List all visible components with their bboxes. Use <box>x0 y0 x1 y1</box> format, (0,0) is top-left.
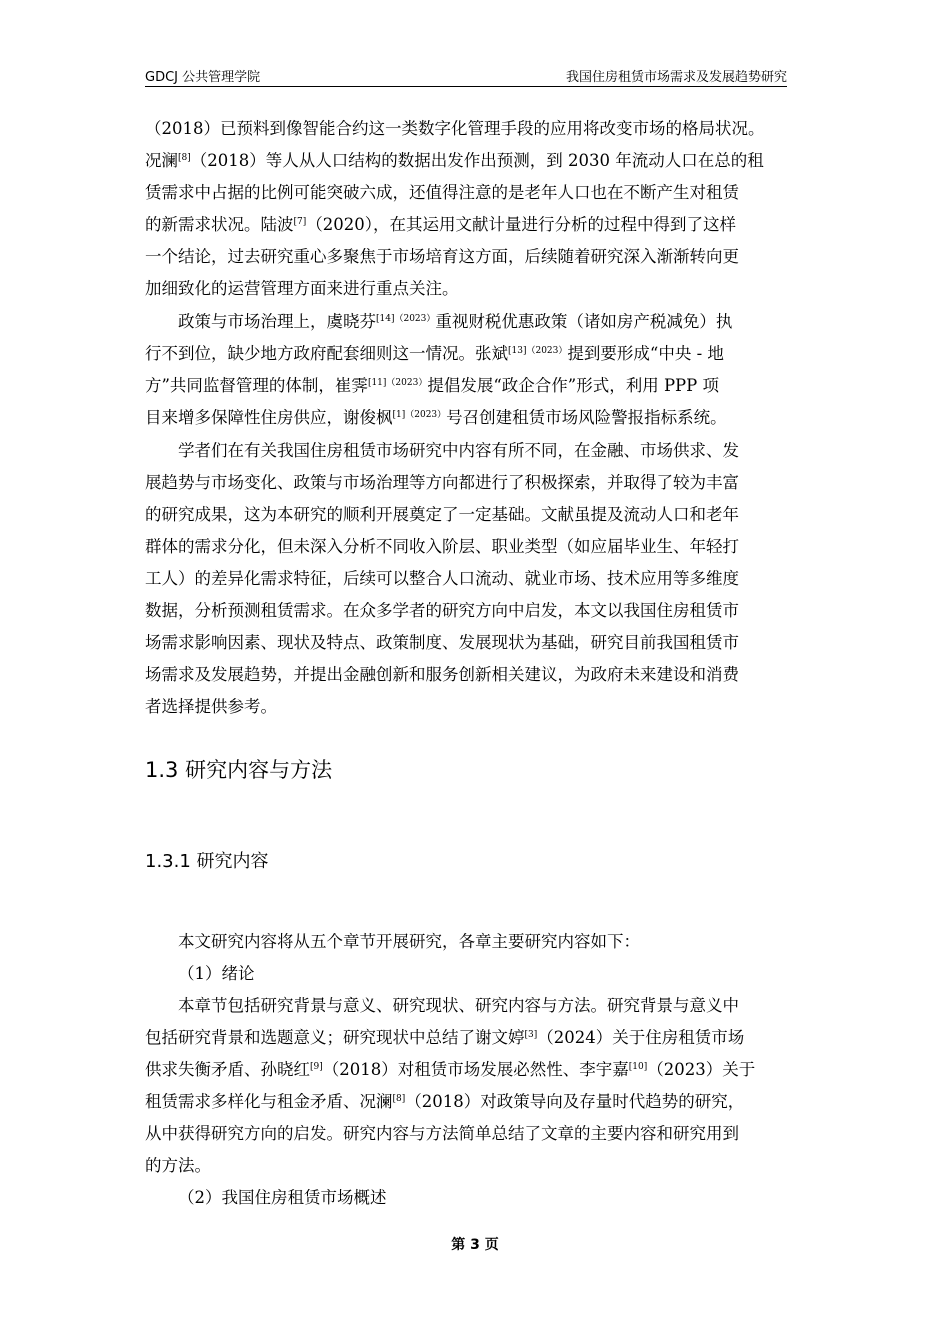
text-line: 的研究成果，这为本研究的顺利开展奠定了一定基础。文献虽提及流动人口和老年 <box>145 505 739 524</box>
text-line: 目来增多保障性住房供应，谢俊枫$^{[1](2023)}$号召创建租赁市场风险警报指标系统。 <box>145 408 727 427</box>
text-line: 本章节包括研究背景与意义、研究现状、研究内容与方法。研究背景与意义中 <box>178 996 739 1015</box>
text-line: 赁需求中占据的比例可能突破六成，还值得注意的是老年人口也在不断产生对租赁 <box>145 183 739 202</box>
page-header <box>145 66 787 86</box>
header-divider <box>145 86 787 87</box>
text-line: 者选择提供参考。 <box>145 697 277 716</box>
text-line: 包括研究背景和选题意义；研究现状中总结了谢文婷[3]（2024）关于住房租赁市场 <box>145 1028 745 1047</box>
list-item: （2）我国住房租赁市场概述 <box>178 1188 387 1207</box>
text-line: 数据，分析预测租赁需求。在众多学者的研究方向中启发，本文以我国住房租赁市 <box>145 601 739 620</box>
section-heading-1-3: 1.3 研究内容与方法 <box>145 758 333 782</box>
text-line: （2018）已预料到像智能合约这一类数字化管理手段的应用将改变市场的格局状况。 <box>145 119 765 138</box>
section-heading-1-3-1: 1.3.1 研究内容 <box>145 851 269 872</box>
citation: [7] <box>293 217 307 227</box>
citation: [11]（2023） <box>367 378 428 388</box>
text-line: 展趋势与市场变化、政策与市场治理等方向都进行了积极探索，并取得了较为丰富 <box>145 473 739 492</box>
citation: [1]（2023） <box>392 410 447 420</box>
text-line: 租赁需求多样化与租金矛盾、况澜[8]（2018）对政策导向及存量时代趋势的研究， <box>145 1092 745 1111</box>
header-school: GDCJ 公共管理学院 <box>145 70 261 85</box>
text-line: 供求失衡矛盾、孙晓红[9]（2018）对租赁市场发展必然性、李宇嘉[10]（2023）关于 <box>145 1060 756 1079</box>
text-line: 行不到位，缺少地方政府配套细则这一情况。张斌$^{[13](2023)}$提到要形成“中央 - 地 <box>145 344 724 363</box>
text-line: 学者们在有关我国住房租赁市场研究中内容有所不同，在金融、市场供求、发 <box>178 441 739 460</box>
citation: [3] <box>524 1030 538 1040</box>
citation: [9] <box>310 1062 323 1072</box>
text-line: 本文研究内容将从五个章节开展研究，各章主要研究内容如下： <box>178 932 640 951</box>
citation: [8] <box>392 1094 406 1104</box>
header-thesis-title: 我国住房租赁市场需求及发展趋势研究 <box>565 70 787 85</box>
page-number: 第 3 页 <box>451 1237 499 1253</box>
text-line: 群体的需求分化，但未深入分析不同收入阶层、职业类型（如应届毕业生、年轻打 <box>145 537 739 556</box>
text-line: 的新需求状况。陆波[7]（2020），在其运用文献计量进行分析的过程中得到了这样 <box>145 215 736 234</box>
text-line: 况澜[8]（2018）等人从人口结构的数据出发作出预测，到 2030 年流动人口在总的租 <box>145 151 764 170</box>
text-line: 方”共同监督管理的体制，崔霁$^{[11](2023)}$提倡发展“政企合作”形式，利用 PPP 项 <box>145 376 719 395</box>
text-line: 场需求及发展趋势，并提出金融创新和服务创新相关建议，为政府未来建设和消费 <box>145 665 739 684</box>
text-line: 的方法。 <box>145 1156 211 1175</box>
citation: [10] <box>628 1062 648 1072</box>
text-line: 一个结论，过去研究重心多聚焦于市场培育这方面，后续随着研究深入渐渐转向更 <box>145 247 739 266</box>
text-line: 政策与市场治理上，虞晓芬$^{[14](2023)}$重视财税优惠政策（诸如房产税减免）执 <box>178 312 733 331</box>
list-item: （1）绪论 <box>178 964 255 983</box>
text-line: 场需求影响因素、现状及特点、政策制度、发展现状为基础，研究目前我国租赁市 <box>145 633 739 652</box>
text-line: 加细致化的运营管理方面来进行重点关注。 <box>145 279 459 298</box>
citation: [8] <box>178 153 191 163</box>
citation: [14]（2023） <box>376 314 436 324</box>
text-line: 工人）的差异化需求特征，后续可以整合人口流动、就业市场、技术应用等多维度 <box>145 569 739 588</box>
citation: [13]（2023） <box>508 346 568 356</box>
text-line: 从中获得研究方向的启发。研究内容与方法简单总结了文章的主要内容和研究用到 <box>145 1124 739 1143</box>
